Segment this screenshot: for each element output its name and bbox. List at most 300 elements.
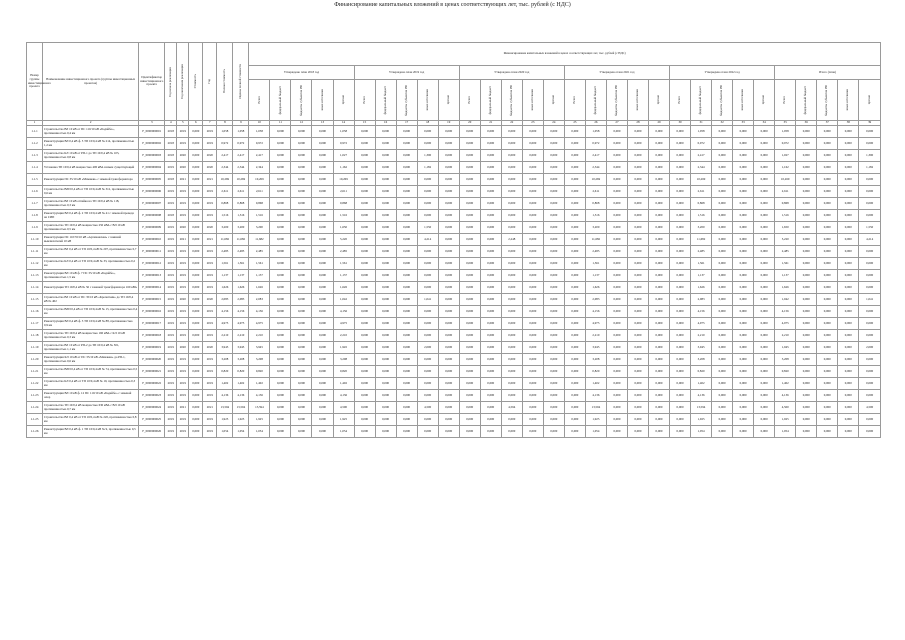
financing-value: 0,000 bbox=[796, 342, 817, 354]
financing-value: 0,000 bbox=[438, 366, 459, 378]
financing-value: 0,000 bbox=[522, 426, 543, 438]
financing-value: 0,000 bbox=[480, 294, 501, 306]
project-name: Строительство КЛ 10 кВ от РП-1 до ТП 10/0,4 кВ № 105, протяженностью 0,8 км bbox=[43, 150, 139, 162]
financing-value: 0,000 bbox=[670, 402, 691, 414]
project-name: Реконструкция ПС 110/35/10 кВ «Артемовская» с заменой выключателей 10 кВ bbox=[43, 234, 139, 246]
financing-value: 2,485 bbox=[691, 246, 712, 258]
financing-value: 0,000 bbox=[375, 366, 396, 378]
financing-value: 0,000 bbox=[417, 198, 438, 210]
financing-value: 0,000 bbox=[417, 378, 438, 390]
financing-value: 0,000 bbox=[754, 378, 775, 390]
table-body bbox=[27, 121, 881, 438]
financing-value: 4,500 bbox=[333, 402, 354, 414]
start-year: 2019 bbox=[165, 258, 177, 270]
financing-value: 0,000 bbox=[754, 174, 775, 186]
financing-value: 0,000 bbox=[270, 126, 291, 138]
financing-value: 0,000 bbox=[522, 270, 543, 282]
financing-value: 0,000 bbox=[501, 330, 522, 342]
financing-value: 0,000 bbox=[480, 222, 501, 234]
financing-value: 0,000 bbox=[522, 246, 543, 258]
financing-value: 0,000 bbox=[712, 234, 733, 246]
financing-value: 0,000 bbox=[627, 414, 648, 426]
financing-value: 0,000 bbox=[312, 342, 333, 354]
financing-value: 0,000 bbox=[606, 270, 627, 282]
financing-value: 4,156 bbox=[691, 306, 712, 318]
financing-value: 0,000 bbox=[417, 306, 438, 318]
financing-value: 0,000 bbox=[480, 258, 501, 270]
financing-value: 0,000 bbox=[396, 294, 417, 306]
financing-value: 0,000 bbox=[375, 282, 396, 294]
column-number: 18 bbox=[417, 121, 438, 126]
financing-value: 0,000 bbox=[648, 138, 669, 150]
financing-value: 0,000 bbox=[522, 198, 543, 210]
financing-value: 0,000 bbox=[670, 414, 691, 426]
financing-value: 0,000 bbox=[480, 354, 501, 366]
header-financing: Финансирование капитальных вложений в ценах соответствующих лет, тыс. рублей (с НДС) bbox=[249, 43, 881, 66]
financing-value: 0,000 bbox=[459, 126, 480, 138]
row-number: 1.1.24 bbox=[27, 402, 43, 414]
table-row bbox=[27, 150, 881, 162]
column-number: 25 bbox=[564, 121, 585, 126]
financing-value: 0,000 bbox=[564, 402, 585, 414]
project-id: F_0000000004 bbox=[139, 162, 165, 174]
total-estimate: 1,137 bbox=[233, 270, 249, 282]
total-estimate: 1,054 bbox=[233, 426, 249, 438]
financing-value: 0,000 bbox=[606, 354, 627, 366]
start-year: 2018 bbox=[165, 174, 177, 186]
project-id: F_0000000014 bbox=[139, 282, 165, 294]
column-number: 14 bbox=[333, 121, 354, 126]
financing-value: 0,000 bbox=[648, 306, 669, 318]
financing-value: 0,000 bbox=[291, 258, 312, 270]
financing-value: 1,650 bbox=[333, 222, 354, 234]
financing-value: 0,000 bbox=[354, 414, 375, 426]
financing-value: 0,000 bbox=[354, 366, 375, 378]
total-estimate: 3,208 bbox=[233, 354, 249, 366]
financing-value: 0,000 bbox=[501, 222, 522, 234]
header-source-3-2 bbox=[606, 80, 627, 121]
financing-value: 0,000 bbox=[733, 426, 754, 438]
financing-value: 0,000 bbox=[291, 414, 312, 426]
table-row bbox=[27, 294, 881, 306]
financing-value: 0,000 bbox=[627, 138, 648, 150]
cost-value: 0,000 bbox=[189, 378, 203, 390]
financing-value: 0,000 bbox=[627, 354, 648, 366]
financing-value: 0,000 bbox=[648, 210, 669, 222]
financing-value: 0,000 bbox=[754, 318, 775, 330]
financing-value: 0,000 bbox=[522, 390, 543, 402]
project-name: Строительство ВЛ 10 кВ от ПС 35/10 кВ «Кропоткин» до ТП 10/0,4 кВ № 402 bbox=[43, 294, 139, 306]
header-source-0-3-label: иные источники bbox=[319, 89, 324, 111]
financing-value: 0,000 bbox=[291, 330, 312, 342]
total-cost: 13,594 bbox=[217, 402, 233, 414]
project-name: Строительство ВЛ 10 кВ от РП-2 до ТП 10/0,4 кВ № 501, протяженностью 1,1 км bbox=[43, 342, 139, 354]
start-year: 2019 bbox=[165, 330, 177, 342]
financing-value: 10,269 bbox=[691, 174, 712, 186]
financing-value: 0,000 bbox=[606, 222, 627, 234]
financing-value: 0,000 bbox=[375, 138, 396, 150]
financing-value: 0,000 bbox=[648, 162, 669, 174]
header-source-2-2-label: бюджеты субъектов РФ bbox=[508, 84, 513, 116]
financing-value: 2,611 bbox=[691, 186, 712, 198]
financing-value: 0,000 bbox=[606, 414, 627, 426]
column-number: 1 bbox=[27, 121, 43, 126]
header-source-0-1-label: федеральный бюджет bbox=[277, 85, 282, 115]
financing-value: 0,000 bbox=[354, 198, 375, 210]
financing-value: 2,083 bbox=[585, 294, 606, 306]
financing-value: 1,550 bbox=[859, 222, 881, 234]
header-source-4-0 bbox=[670, 80, 691, 121]
financing-value: 1,626 bbox=[775, 282, 796, 294]
total-cost: 2,417 bbox=[217, 150, 233, 162]
financing-value: 4,500 bbox=[859, 402, 881, 414]
financing-value: 0,000 bbox=[270, 282, 291, 294]
financing-value: 0,000 bbox=[270, 390, 291, 402]
header-source-2-1 bbox=[480, 80, 501, 121]
cost-value: 0,000 bbox=[189, 318, 203, 330]
financing-value: 0,000 bbox=[712, 294, 733, 306]
financing-value: 0,000 bbox=[459, 306, 480, 318]
header-source-0-2-label: бюджеты субъектов РФ bbox=[298, 84, 303, 116]
financing-value: 0,000 bbox=[501, 426, 522, 438]
financing-value: 0,000 bbox=[480, 198, 501, 210]
financing-value: 0,000 bbox=[396, 186, 417, 198]
header-source-1-4 bbox=[438, 80, 459, 121]
financing-value: 0,000 bbox=[670, 150, 691, 162]
financing-value: 0,000 bbox=[438, 306, 459, 318]
financing-value: 0,000 bbox=[606, 186, 627, 198]
project-id: F_0000000005 bbox=[139, 174, 165, 186]
financing-value: 0,000 bbox=[859, 138, 881, 150]
financing-value: 2,083 bbox=[691, 294, 712, 306]
financing-value: 1,626 bbox=[333, 282, 354, 294]
financing-value: 0,000 bbox=[796, 390, 817, 402]
financing-value: 0,000 bbox=[459, 174, 480, 186]
financing-value: 0,000 bbox=[522, 342, 543, 354]
financing-value: 0,000 bbox=[564, 426, 585, 438]
year-value: 2019 bbox=[203, 318, 217, 330]
financing-value: 0,000 bbox=[733, 378, 754, 390]
header-source-0-0 bbox=[249, 80, 270, 121]
total-cost: 1,054 bbox=[217, 426, 233, 438]
financing-value: 0,000 bbox=[754, 366, 775, 378]
project-name: Реконструкция ВЛ 0,4 кВ ф. 5 ТП 10/0,4 кВ № 214, протяженностью 1,2 км bbox=[43, 138, 139, 150]
column-number: 28 bbox=[627, 121, 648, 126]
financing-value: 0,000 bbox=[838, 150, 859, 162]
financing-value: 0,000 bbox=[627, 174, 648, 186]
financing-value: 0,000 bbox=[480, 186, 501, 198]
table-row bbox=[27, 270, 881, 282]
financing-value: 0,000 bbox=[543, 306, 564, 318]
start-year: 2019 bbox=[165, 342, 177, 354]
financing-value: 0,000 bbox=[459, 246, 480, 258]
financing-value: 0,000 bbox=[564, 138, 585, 150]
financing-value: 0,000 bbox=[733, 222, 754, 234]
table-row bbox=[27, 282, 881, 294]
financing-value: 0,000 bbox=[396, 150, 417, 162]
financing-value: 0,000 bbox=[375, 390, 396, 402]
end-year: 2019 bbox=[177, 330, 189, 342]
financing-value: 1,162 bbox=[775, 162, 796, 174]
financing-value: 0,000 bbox=[480, 330, 501, 342]
financing-value: 0,000 bbox=[291, 390, 312, 402]
financing-value: 0,000 bbox=[796, 150, 817, 162]
financing-value: 0,000 bbox=[817, 270, 838, 282]
financing-value: 1,516 bbox=[775, 210, 796, 222]
financing-value: 1,390 bbox=[417, 150, 438, 162]
header-source-1-2-label: бюджеты субъектов РФ bbox=[403, 84, 408, 116]
project-id: F_0000000018 bbox=[139, 330, 165, 342]
end-year: 2020 bbox=[177, 150, 189, 162]
financing-value: 4,214 bbox=[859, 234, 881, 246]
financing-value: 2,485 bbox=[249, 246, 270, 258]
financing-value: 0,000 bbox=[627, 282, 648, 294]
financing-value: 1,390 bbox=[859, 150, 881, 162]
start-year: 2019 bbox=[165, 426, 177, 438]
financing-value: 0,000 bbox=[396, 354, 417, 366]
start-year: 2019 bbox=[165, 378, 177, 390]
row-number: 1.1.21 bbox=[27, 366, 43, 378]
total-estimate: 4,975 bbox=[233, 318, 249, 330]
financing-value: 0,000 bbox=[627, 210, 648, 222]
financing-value: 0,000 bbox=[859, 378, 881, 390]
financing-value: 0,000 bbox=[438, 282, 459, 294]
total-cost: 1,058 bbox=[217, 126, 233, 138]
financing-value: 4,156 bbox=[585, 306, 606, 318]
financing-value: 0,000 bbox=[754, 306, 775, 318]
financing-value: 0,000 bbox=[291, 270, 312, 282]
financing-value: 0,000 bbox=[733, 366, 754, 378]
financing-value: 0,000 bbox=[396, 342, 417, 354]
total-estimate: 2,210 bbox=[233, 330, 249, 342]
financing-value: 0,000 bbox=[648, 378, 669, 390]
financing-value: 0,000 bbox=[817, 258, 838, 270]
financing-value: 0,000 bbox=[564, 330, 585, 342]
financing-value: 0,000 bbox=[270, 318, 291, 330]
row-number: 1.1.13 bbox=[27, 270, 43, 282]
financing-value: 0,000 bbox=[501, 138, 522, 150]
financing-value: 0,000 bbox=[670, 330, 691, 342]
financing-value: 0,000 bbox=[501, 210, 522, 222]
financing-value: 1,550 bbox=[417, 222, 438, 234]
total-cost: 3,945 bbox=[217, 342, 233, 354]
row-number: 1.1.15 bbox=[27, 294, 43, 306]
column-number: 4 bbox=[165, 121, 177, 126]
financing-value: 0,000 bbox=[417, 426, 438, 438]
header-source-5-4-label: прочие bbox=[866, 95, 871, 105]
end-year: 2019 bbox=[177, 246, 189, 258]
total-estimate: 0,972 bbox=[233, 138, 249, 150]
year-value: 2020 bbox=[203, 150, 217, 162]
financing-value: 0,000 bbox=[712, 126, 733, 138]
financing-value: 0,000 bbox=[817, 282, 838, 294]
financing-value: 0,000 bbox=[648, 246, 669, 258]
financing-value: 0,000 bbox=[312, 186, 333, 198]
financing-value: 0,000 bbox=[312, 234, 333, 246]
financing-value: 0,000 bbox=[796, 402, 817, 414]
financing-value: 0,000 bbox=[459, 186, 480, 198]
financing-value: 13,594 bbox=[249, 402, 270, 414]
header-source-1-0 bbox=[354, 80, 375, 121]
project-name: Реконструкция КЛ 10 кВ от ПС 35/10 кВ «Мамакан» до РП-1, протяженностью 0,6 км bbox=[43, 354, 139, 366]
cost-value: 0,000 bbox=[189, 162, 203, 174]
financing-value: 0,000 bbox=[564, 186, 585, 198]
end-year: 2019 bbox=[177, 210, 189, 222]
financing-value: 4,136 bbox=[249, 390, 270, 402]
financing-value: 0,000 bbox=[796, 282, 817, 294]
financing-value: 0,000 bbox=[670, 138, 691, 150]
header-year-2: Утверждено план 2020 год bbox=[459, 66, 564, 80]
row-number: 1.1.22 bbox=[27, 378, 43, 390]
financing-value: 0,000 bbox=[396, 258, 417, 270]
document-title: Финансирование капитальных вложений в ценах соответствующих лет, тыс. рублей (с НДС) bbox=[334, 2, 571, 8]
financing-value: 0,000 bbox=[859, 174, 881, 186]
end-year: 2021 bbox=[177, 234, 189, 246]
table-row bbox=[27, 318, 881, 330]
financing-value: 1,561 bbox=[775, 258, 796, 270]
project-id: F_0000000016 bbox=[139, 306, 165, 318]
financing-value: 0,000 bbox=[543, 270, 564, 282]
financing-value: 0,000 bbox=[396, 318, 417, 330]
financing-value: 0,000 bbox=[354, 426, 375, 438]
header-source-1-3 bbox=[417, 80, 438, 121]
header-static-6-label: Год bbox=[207, 79, 212, 84]
financing-value: 1,054 bbox=[333, 426, 354, 438]
financing-value: 2,248 bbox=[501, 234, 522, 246]
column-number: 19 bbox=[438, 121, 459, 126]
header-source-2-0 bbox=[459, 80, 480, 121]
project-id: F_0000000008 bbox=[139, 210, 165, 222]
financing-value: 0,000 bbox=[859, 354, 881, 366]
financing-value: 1,402 bbox=[585, 378, 606, 390]
financing-value: 0,000 bbox=[670, 246, 691, 258]
financing-value: 0,000 bbox=[838, 426, 859, 438]
financing-value: 0,000 bbox=[396, 126, 417, 138]
total-cost: 3,200 bbox=[217, 222, 233, 234]
financing-value: 0,000 bbox=[522, 402, 543, 414]
financing-value: 0,000 bbox=[438, 390, 459, 402]
column-number: 26 bbox=[585, 121, 606, 126]
financing-value: 0,000 bbox=[817, 354, 838, 366]
financing-value: 0,000 bbox=[817, 246, 838, 258]
cost-value: 0,000 bbox=[189, 210, 203, 222]
financing-value: 0,000 bbox=[480, 162, 501, 174]
financing-value: 0,000 bbox=[838, 378, 859, 390]
financing-value: 0,000 bbox=[312, 414, 333, 426]
financing-value: 0,000 bbox=[438, 186, 459, 198]
financing-value: 0,000 bbox=[543, 162, 564, 174]
financing-value: 0,000 bbox=[459, 234, 480, 246]
project-id: F_0000000020 bbox=[139, 354, 165, 366]
financing-value: 0,000 bbox=[543, 258, 564, 270]
financing-value: 0,000 bbox=[438, 246, 459, 258]
financing-value: 0,000 bbox=[396, 246, 417, 258]
financing-value: 0,000 bbox=[501, 306, 522, 318]
financing-value: 0,000 bbox=[754, 270, 775, 282]
header-static-4-label: Год окончания реализации bbox=[179, 64, 184, 99]
financing-value: 0,000 bbox=[270, 330, 291, 342]
financing-value: 0,000 bbox=[543, 126, 564, 138]
financing-value: 2,485 bbox=[333, 246, 354, 258]
financing-value: 0,000 bbox=[417, 270, 438, 282]
financing-value: 0,000 bbox=[459, 222, 480, 234]
financing-value: 1,054 bbox=[775, 426, 796, 438]
financing-value: 0,000 bbox=[606, 330, 627, 342]
column-number: 7 bbox=[203, 121, 217, 126]
financing-value: 0,000 bbox=[670, 210, 691, 222]
financing-value: 0,820 bbox=[775, 366, 796, 378]
financing-value: 0,000 bbox=[712, 366, 733, 378]
financing-value: 0,000 bbox=[606, 378, 627, 390]
financing-value: 0,000 bbox=[859, 270, 881, 282]
financing-value: 0,000 bbox=[291, 366, 312, 378]
financing-value: 0,000 bbox=[564, 366, 585, 378]
financing-value: 0,000 bbox=[396, 414, 417, 426]
financing-value: 2,611 bbox=[333, 186, 354, 198]
header-source-0-0-label: Всего bbox=[256, 96, 261, 104]
financing-value: 0,000 bbox=[270, 270, 291, 282]
column-number: 9 bbox=[233, 121, 249, 126]
total-cost: 1,925 bbox=[217, 414, 233, 426]
financing-value: 1,402 bbox=[333, 378, 354, 390]
financing-value: 0,000 bbox=[480, 210, 501, 222]
financing-value: 0,000 bbox=[817, 390, 838, 402]
financing-value: 0,000 bbox=[817, 150, 838, 162]
financing-value: 0,000 bbox=[417, 258, 438, 270]
financing-value: 0,000 bbox=[670, 282, 691, 294]
column-number: 12 bbox=[291, 121, 312, 126]
financing-value: 0,000 bbox=[627, 270, 648, 282]
financing-value: 0,000 bbox=[627, 366, 648, 378]
financing-value: 1,626 bbox=[249, 282, 270, 294]
financing-value: 0,000 bbox=[396, 234, 417, 246]
financing-value: 1,626 bbox=[691, 282, 712, 294]
financing-value: 0,000 bbox=[480, 390, 501, 402]
financing-value: 0,000 bbox=[627, 258, 648, 270]
financing-value: 0,000 bbox=[501, 162, 522, 174]
cost-value: 0,000 bbox=[189, 366, 203, 378]
start-year: 2019 bbox=[165, 198, 177, 210]
financing-value: 0,000 bbox=[796, 222, 817, 234]
financing-value: 0,000 bbox=[501, 186, 522, 198]
financing-value: 0,000 bbox=[375, 234, 396, 246]
financing-value: 3,208 bbox=[249, 354, 270, 366]
header-static-3-label: Год начала реализации bbox=[167, 66, 172, 97]
total-estimate: 3,200 bbox=[233, 222, 249, 234]
financing-value: 0,000 bbox=[480, 150, 501, 162]
row-number: 1.1.14 bbox=[27, 282, 43, 294]
end-year: 2019 bbox=[177, 138, 189, 150]
header-source-3-1-label: федеральный бюджет bbox=[593, 85, 598, 115]
row-number: 1.1.26 bbox=[27, 426, 43, 438]
financing-value: 0,000 bbox=[522, 174, 543, 186]
financing-value: 4,975 bbox=[691, 318, 712, 330]
column-number: 17 bbox=[396, 121, 417, 126]
cost-value: 0,000 bbox=[189, 150, 203, 162]
financing-value: 0,000 bbox=[396, 162, 417, 174]
financing-value: 0,000 bbox=[733, 138, 754, 150]
total-cost: 1,516 bbox=[217, 210, 233, 222]
header-source-1-1-label: федеральный бюджет bbox=[382, 85, 387, 115]
financing-value: 0,000 bbox=[733, 414, 754, 426]
financing-value: 0,972 bbox=[585, 138, 606, 150]
cost-value: 0,000 bbox=[189, 198, 203, 210]
financing-value: 0,000 bbox=[543, 354, 564, 366]
end-year: 2019 bbox=[177, 306, 189, 318]
financing-value: 0,000 bbox=[796, 126, 817, 138]
financing-value: 11,682 bbox=[691, 234, 712, 246]
financing-value: 0,000 bbox=[480, 378, 501, 390]
